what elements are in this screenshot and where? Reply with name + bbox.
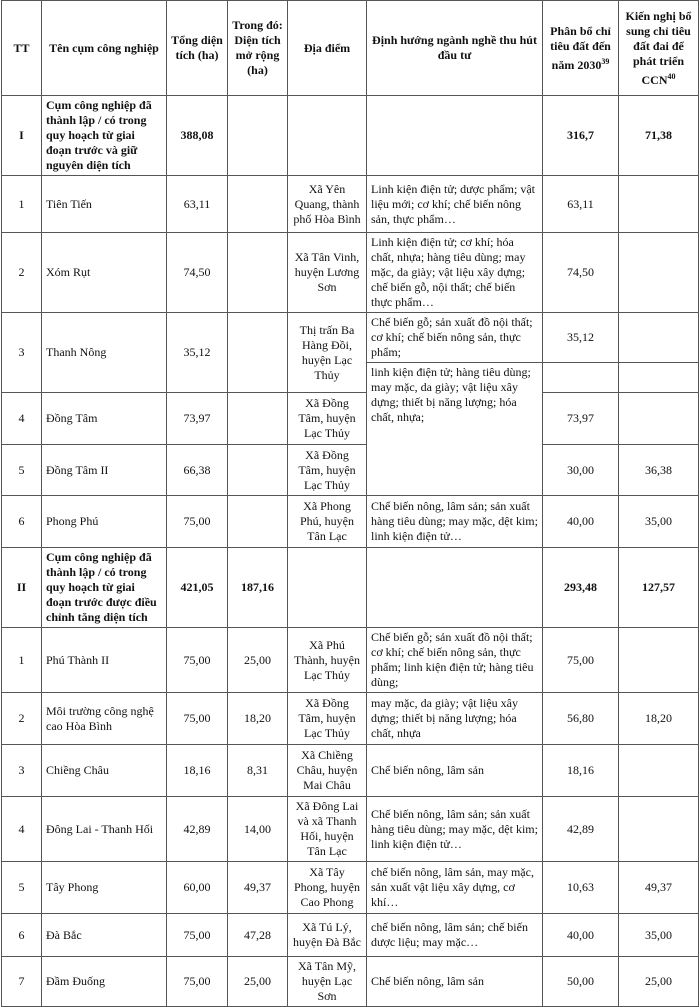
group-allocation: 316,7 (543, 96, 619, 176)
row-allocation: 40,00 (543, 914, 619, 957)
row-total: 18,16 (167, 745, 228, 797)
row-expand (228, 445, 288, 496)
row-name: Thanh Nông (42, 313, 167, 393)
row-allocation: 73,97 (543, 393, 619, 445)
row-proposal (619, 233, 699, 313)
row-location: Xã Yên Quang, thành phố Hòa Bình (288, 176, 367, 233)
row-expand: 25,00 (228, 957, 288, 1007)
row-proposal: 25,00 (619, 957, 699, 1007)
row-name: Đông Lai - Thanh Hối (42, 797, 167, 862)
row-total: 75,00 (167, 914, 228, 957)
row-expand: 18,20 (228, 693, 288, 745)
header-row (2, 1, 699, 96)
row-expand: 14,00 (228, 797, 288, 862)
group-industry (367, 96, 543, 176)
row-industry: Chế biến nông, lâm sản; sản xuất hàng tiêu dùng; may mặc, dệt kim; linh kiện điện tử… (367, 496, 543, 548)
row-location: Xã Đồng Tâm, huyện Lạc Thủy (288, 393, 367, 445)
header-industry: Định hướng ngành nghề thu hút đầu tư (367, 1, 543, 96)
row-allocation: 56,80 (543, 693, 619, 745)
row-location: Xã Tây Phong, huyện Cao Phong (288, 862, 367, 914)
row-proposal (619, 628, 699, 693)
row-location: Xã Tân Vinh, huyện Lương Sơn (288, 233, 367, 313)
row-expand (228, 176, 288, 233)
row-proposal: 36,38 (619, 445, 699, 496)
row-expand (228, 313, 288, 393)
row-tt: 2 (2, 693, 42, 745)
table-row (2, 445, 699, 496)
row-tt: 3 (2, 745, 42, 797)
row-allocation: 74,50 (543, 233, 619, 313)
row-proposal: 35,00 (619, 496, 699, 548)
row-name: Phú Thành II (42, 628, 167, 693)
row-proposal (619, 313, 699, 363)
row-tt: 6 (2, 914, 42, 957)
row-industry: Chế biến nông, lâm sản (367, 957, 543, 1007)
group-allocation: 293,48 (543, 548, 619, 628)
table-row (2, 628, 699, 693)
table-row (2, 693, 699, 745)
group-expand: 187,16 (228, 548, 288, 628)
row-allocation: 75,00 (543, 628, 619, 693)
group-name: Cụm công nghiệp đã thành lập / có trong quy hoạch từ giai đoạn trước và giữ nguyên diện tích (42, 96, 167, 176)
table-row (2, 797, 699, 862)
row-name: Đồng Tâm II (42, 445, 167, 496)
row-name: Đồng Tâm (42, 393, 167, 445)
row-location: Xã Phong Phú, huyện Tân Lạc (288, 496, 367, 548)
group-tt: II (2, 548, 42, 628)
row-proposal (619, 393, 699, 445)
group-row (2, 548, 699, 628)
row-allocation: 10,63 (543, 862, 619, 914)
header-expand: Trong đó: Diện tích mở rộng (ha) (228, 1, 288, 96)
row-expand (228, 496, 288, 548)
table-row (2, 862, 699, 914)
row-name: Phong Phú (42, 496, 167, 548)
table-row (2, 313, 699, 363)
row-name: Chiềng Châu (42, 745, 167, 797)
row-name: Xóm Rụt (42, 233, 167, 313)
row-proposal: 35,00 (619, 914, 699, 957)
row-total: 35,12 (167, 313, 228, 393)
group-row (2, 96, 699, 176)
row-tt: 5 (2, 862, 42, 914)
group-proposal: 127,57 (619, 548, 699, 628)
row-allocation: 40,00 (543, 496, 619, 548)
row-total: 75,00 (167, 693, 228, 745)
row-name: Tiên Tiến (42, 176, 167, 233)
row-allocation: 30,00 (543, 445, 619, 496)
header-proposal: Kiến nghị bổ sung chỉ tiêu đất đai để phát triển CCN$^{40}$ (619, 1, 699, 96)
row-location: Xã Phú Thành, huyện Lạc Thủy (288, 628, 367, 693)
table-row (2, 233, 699, 313)
header-tt: TT (2, 1, 42, 96)
group-name: Cụm công nghiệp đã thành lập / có trong quy hoạch từ giai đoạn trước được điều chỉnh tăng diện tích (42, 548, 167, 628)
row-proposal (619, 176, 699, 233)
header-location: Địa điểm (288, 1, 367, 96)
row-industry-merged: linh kiện điện tử; hàng tiêu dùng; may mặc, da giày; vật liệu xây dựng; thiết bị năng lượng; hóa chất, nhựa; (367, 363, 543, 496)
row-proposal (619, 797, 699, 862)
row-expand: 47,28 (228, 914, 288, 957)
header-name: Tên cụm công nghiệp (42, 1, 167, 96)
row-total: 74,50 (167, 233, 228, 313)
industrial-cluster-table (1, 0, 699, 1007)
table-row (2, 496, 699, 548)
group-location (288, 548, 367, 628)
group-total: 421,05 (167, 548, 228, 628)
row-expand: 8,31 (228, 745, 288, 797)
row-total: 60,00 (167, 862, 228, 914)
row-location: Xã Đồng Tâm, huyện Lạc Thủy (288, 693, 367, 745)
row-allocation: 18,16 (543, 745, 619, 797)
table-row (2, 745, 699, 797)
table-row (2, 393, 699, 445)
row-proposal (619, 363, 699, 393)
row-name: Môi trường công nghệ cao Hòa Bình (42, 693, 167, 745)
row-name: Đà Bắc (42, 914, 167, 957)
row-location: Xã Đồng Tâm, huyện Lạc Thủy (288, 445, 367, 496)
row-total: 75,00 (167, 957, 228, 1007)
row-location: Xã Tân Mỹ, huyện Lạc Sơn (288, 957, 367, 1007)
group-location (288, 96, 367, 176)
row-allocation: 63,11 (543, 176, 619, 233)
header-allocation: Phân bổ chỉ tiêu đất đến năm 2030$^{39}$ (543, 1, 619, 96)
header-total: Tổng diện tích (ha) (167, 1, 228, 96)
row-total: 75,00 (167, 496, 228, 548)
row-location: Xã Tú Lý, huyện Đà Bắc (288, 914, 367, 957)
row-proposal: 49,37 (619, 862, 699, 914)
row-industry: may mặc, da giày; vật liệu xây dựng; thiết bị năng lượng; hóa chất, nhựa (367, 693, 543, 745)
row-total: 63,11 (167, 176, 228, 233)
row-tt: 4 (2, 393, 42, 445)
row-industry: chế biến nông, lâm sản; chế biến dược liệu; may mặc… (367, 914, 543, 957)
row-industry: Chế biến gỗ; sản xuất đồ nội thất; cơ khí; chế biến nông sản, thực phẩm; linh kiện điện tử; hàng tiêu dùng; (367, 628, 543, 693)
table-row (2, 176, 699, 233)
row-tt: 3 (2, 313, 42, 393)
row-proposal: 18,20 (619, 693, 699, 745)
table-row (2, 914, 699, 957)
row-expand (228, 393, 288, 445)
row-total: 75,00 (167, 628, 228, 693)
row-industry: Chế biến nông, lâm sản (367, 745, 543, 797)
group-industry (367, 548, 543, 628)
table-row (2, 957, 699, 1007)
row-total: 42,89 (167, 797, 228, 862)
row-tt: 4 (2, 797, 42, 862)
row-proposal (619, 745, 699, 797)
row-tt: 1 (2, 176, 42, 233)
row-industry: Chế biến gỗ; sản xuất đồ nội thất; cơ khí; chế biến nông sản, thực phẩm; (367, 313, 543, 363)
row-allocation: 35,12 (543, 313, 619, 363)
row-expand: 49,37 (228, 862, 288, 914)
row-industry: chế biến nông, lâm sản, may mặc, sản xuất vật liệu xây dựng, cơ khí… (367, 862, 543, 914)
row-tt: 1 (2, 628, 42, 693)
row-name: Tây Phong (42, 862, 167, 914)
row-industry: Linh kiện điện tử; dược phẩm; vật liệu mới; cơ khí; chế biến nông sản, thực phẩm… (367, 176, 543, 233)
row-allocation: 42,89 (543, 797, 619, 862)
row-industry: Chế biến nông, lâm sản; sản xuất hàng tiêu dùng; may mặc, dệt kim; linh kiện điện tử… (367, 797, 543, 862)
row-tt: 7 (2, 957, 42, 1007)
row-tt: 6 (2, 496, 42, 548)
group-proposal: 71,38 (619, 96, 699, 176)
row-location: Xã Đông Lai và xã Thanh Hối, huyện Tân Lạc (288, 797, 367, 862)
row-allocation (543, 363, 619, 393)
row-location: Xã Chiềng Châu, huyện Mai Châu (288, 745, 367, 797)
row-name: Đầm Đuống (42, 957, 167, 1007)
row-location: Thị trấn Ba Hàng Đồi, huyện Lạc Thủy (288, 313, 367, 393)
group-total: 388,08 (167, 96, 228, 176)
row-expand: 25,00 (228, 628, 288, 693)
group-expand (228, 96, 288, 176)
row-total: 66,38 (167, 445, 228, 496)
group-tt: I (2, 96, 42, 176)
row-expand (228, 233, 288, 313)
row-tt: 5 (2, 445, 42, 496)
row-tt: 2 (2, 233, 42, 313)
row-industry: Linh kiện điện tử; cơ khí; hóa chất, nhựa; hàng tiêu dùng; may mặc, da giày; vật liệu xây dựng; chế biến gỗ, nội thất; chế biến thực phẩm… (367, 233, 543, 313)
row-total: 73,97 (167, 393, 228, 445)
row-allocation: 50,00 (543, 957, 619, 1007)
